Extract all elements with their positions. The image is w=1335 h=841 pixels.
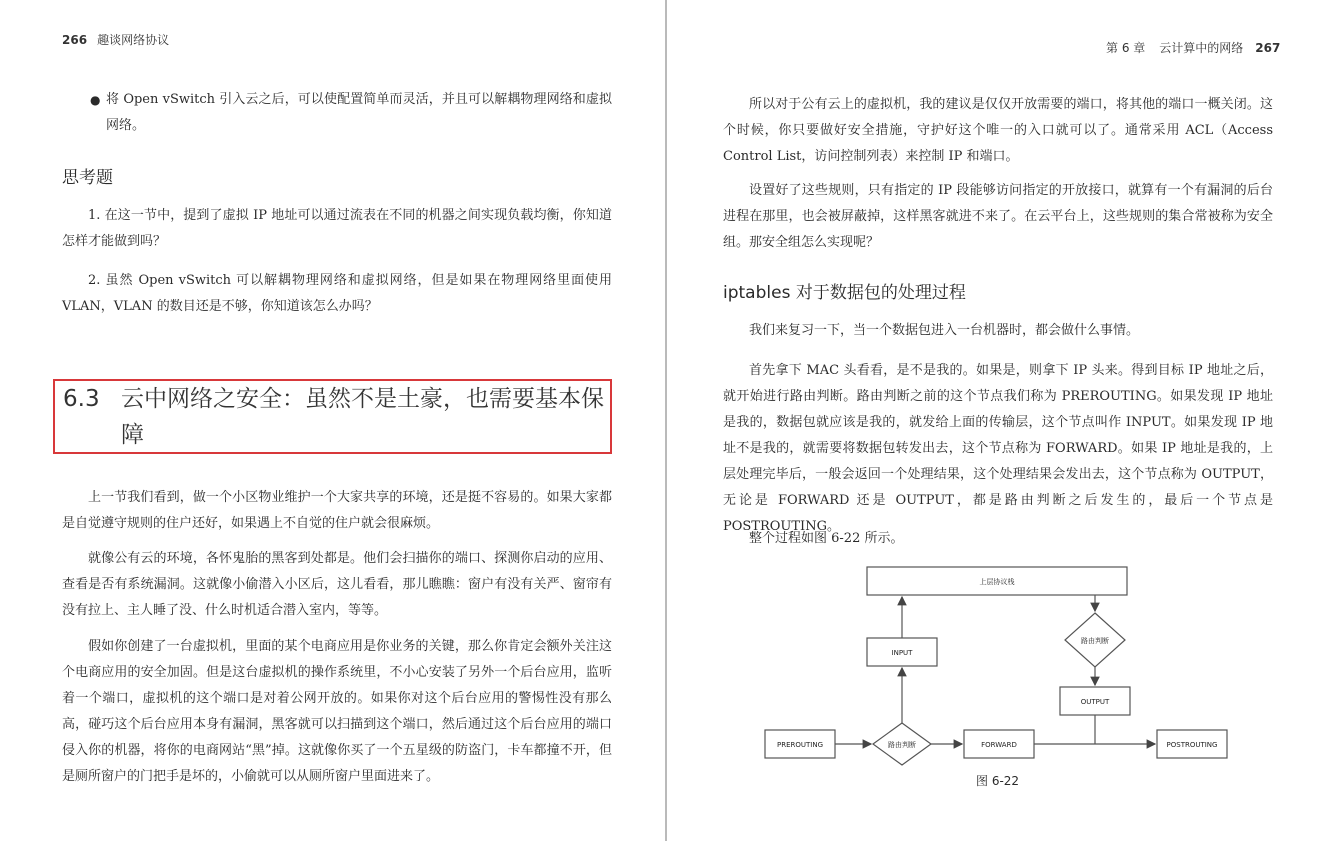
questions-heading: 思考题: [62, 168, 113, 188]
right-para-5: 整个过程如图 6-22 所示。: [749, 531, 904, 546]
output-label: OUTPUT: [1080, 698, 1110, 706]
right-para-3: 我们来复习一下，当一个数据包进入一台机器时，都会做什么事情。: [749, 323, 1140, 338]
left-para-1: 上一节我们看到，做一个小区物业维护一个大家共享的环境，还是挺不容易的。如果大家都是自觉遵守规则的住户还好，如果遇上不自觉的住户就会很麻烦。: [62, 490, 612, 531]
right-page-header: [1106, 39, 1280, 56]
forward-label: FORWARD: [981, 741, 1017, 749]
route-decision-right-label: 路由判断: [1081, 637, 1109, 645]
bullet-item: [90, 87, 612, 139]
right-para-4: 首先拿下 MAC 头看看，是不是我的。如果是，则拿下 IP 头来。得到目标 IP 地址之后，就开始进行路由判断。路由判断之前的这个节点我们称为 PREROUTING。如果发现 IP 地址是我的，数据包就应该是我的，就发给上面的传输层，这个节点叫作 INPUT。如果发现 IP 地址不是我的，就需要将数据包转发出去，这个节点称为 FORWARD。如果 IP 地址是我的，上层处理完毕后，一般会返回一个处理结果，这个处理结果会发出去，这个节点称为 OUTPUT，无论是 FORWARD 还是 OUTPUT，都是路由判断之后发生的，最后一个节点是 POSTROUTING。: [723, 363, 1273, 534]
postrouting-label: POSTROUTING: [1166, 741, 1218, 749]
input-label: INPUT: [891, 649, 913, 657]
right-para-1: 所以对于公有云上的虚拟机，我的建议是仅仅开放需要的端口，将其他的端口一概关闭。这个时候，你只要做好安全措施，守护好这个唯一的入口就可以了。通常采用 ACL（Access Control List，访问控制列表）来控制 IP 和端口。: [723, 97, 1273, 164]
iptables-flow-diagram: [760, 560, 1240, 770]
bullet-dot-icon: ●: [90, 93, 101, 107]
chapter-label: 第 6 章: [1106, 41, 1146, 55]
right-para-2: 设置好了这些规则，只有指定的 IP 段能够访问指定的开放接口，就算有一个有漏洞的后台进程在那里，也会被屏蔽掉，这样黑客就进不来了。在云平台上，这些规则的集合常被称为安全组。那安全组怎么实现呢？: [723, 183, 1273, 250]
figure-caption: 图 6-22: [976, 774, 1020, 788]
section-title-text: 云中网络之安全：虽然不是土豪，也需要基本保障: [121, 386, 604, 448]
left-page-header: [62, 31, 169, 48]
chapter-title: 云计算中的网络: [1159, 41, 1244, 55]
left-para-2: 就像公有云的环境，各怀鬼胎的黑客到处都是。他们会扫描你的端口、探测你启动的应用、查看是否有系统漏洞。这就像小偷潜入小区后，这儿看看，那儿瞧瞧：窗户有没有关严、窗帘有没有拉上、主人睡了没、什么时机适合潜入室内，等等。: [62, 551, 612, 618]
question-2: 2. 虽然 Open vSwitch 可以解耦物理网络和虚拟网络，但是如果在物理网络里面使用 VLAN，VLAN 的数目还是不够，你知道该怎么办吗？: [62, 273, 612, 314]
left-para-3: 假如你创建了一台虚拟机，里面的某个电商应用是你业务的关键，那么你肯定会额外关注这个电商应用的安全加固。但是这台虚拟机的操作系统里，不小心安装了另外一个后台应用，监听着一个端口，虚拟机的这个端口是对着公网开放的。如果你对这个后台应用的警惕性没有那么高，碰巧这个后台应用本身有漏洞，黑客就可以扫描到这个端口，然后通过这个后台应用的端口侵入你的机器，将你的电商网站“黑”掉。这就像你买了一个五星级的防盗门，卡车都撞不开，但是厕所窗户的门把手是坏的，小偷就可以从厕所窗户里面进来了。: [62, 639, 612, 784]
book-title: 趣谈网络协议: [97, 33, 170, 47]
prerouting-label: PREROUTING: [776, 741, 824, 749]
bullet-text: 将 Open vSwitch 引入云之后，可以使配置简单而灵活，并且可以解耦物理网络和虚拟网络。: [106, 92, 612, 133]
iptables-subheading: iptables 对于数据包的处理过程: [723, 283, 966, 303]
section-number: 6.3: [63, 386, 100, 412]
upper-protocol-stack-label: 上层协议栈: [979, 578, 1015, 586]
left-page: [0, 0, 667, 841]
left-page-number: 266: [62, 33, 88, 47]
question-1: 1. 在这一节中，提到了虚拟 IP 地址可以通过流表在不同的机器之间实现负载均衡，你知道怎样才能做到吗？: [62, 208, 612, 249]
right-page-number: 267: [1255, 41, 1281, 55]
page-gutter: [665, 0, 667, 841]
route-decision-left-label: 路由判断: [888, 741, 916, 749]
